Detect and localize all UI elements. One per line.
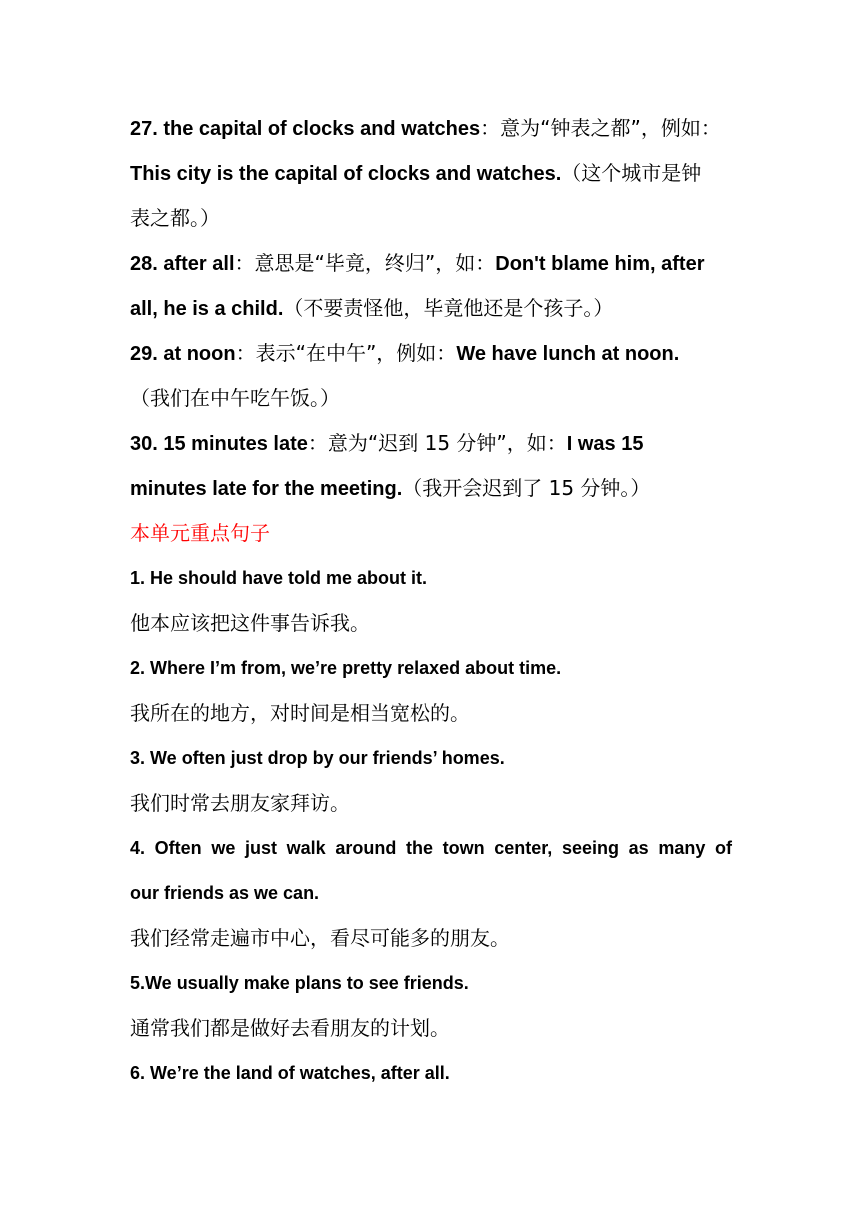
phrase-27-translation-part-2: 表之都。） — [130, 206, 220, 230]
phrase-27-example: This city is the capital of clocks and watches. — [130, 163, 562, 185]
phrase-27-term: 27. the capital of clocks and watches — [130, 118, 481, 140]
phrase-30-example-part-1: I was 15 — [566, 433, 644, 455]
phrase-30-example-part-2: minutes late for the meeting. — [130, 478, 403, 500]
sentence-6-english: 6. We’re the land of watches, after all. — [130, 1063, 450, 1083]
phrase-29-example: We have lunch at noon. — [456, 343, 680, 365]
sentence-4-english-line-1: 4. Often we just walk around the town center, seeing as many of — [130, 838, 732, 858]
phrase-27-translation-part-1: （这个城市是钟 — [561, 161, 702, 185]
phrase-28-example-part-2: all, he is a child. — [130, 298, 284, 320]
phrase-28-example-part-1: Don't blame him, after — [495, 253, 705, 275]
phrase-28-meaning: 意思是“毕竟，终归”，如： — [254, 251, 496, 275]
phrase-29-line-1 — [130, 331, 732, 376]
phrase-30-line-2 — [130, 466, 732, 511]
sentence-5-english: 5.We usually make plans to see friends. — [130, 973, 469, 993]
phrase-30-term: 30. 15 minutes late — [130, 433, 308, 455]
phrase-29-colon: ： — [235, 341, 256, 365]
document-page — [130, 106, 732, 1096]
phrase-30-translation: （我开会迟到了 15 分钟。） — [402, 476, 651, 500]
phrase-28-translation: （不要责怪他，毕竟他还是个孩子。） — [283, 296, 614, 320]
phrase-30-line-1 — [130, 421, 732, 466]
phrase-30-meaning: 意为“迟到 15 分钟”，如： — [327, 431, 567, 455]
phrase-29-line-2 — [130, 376, 732, 421]
sentence-4-chinese: 我们经常走遍市中心，看尽可能多的朋友。 — [130, 926, 510, 950]
phrase-29-term: 29. at noon — [130, 343, 236, 365]
sentence-4-english-line-2: our friends as we can. — [130, 883, 320, 903]
phrase-27-line-2 — [130, 151, 732, 196]
sentence-2-chinese: 我所在的地方，对时间是相当宽松的。 — [130, 701, 470, 725]
phrase-28-term: 28. after all — [130, 253, 235, 275]
sentence-3-english: 3. We often just drop by our friends’ homes. — [130, 748, 505, 768]
phrase-29-translation: （我们在中午吃午饭。） — [130, 386, 340, 410]
sentence-3-chinese: 我们时常去朋友家拜访。 — [130, 791, 350, 815]
sentence-1-chinese: 他本应该把这件事告诉我。 — [130, 611, 370, 635]
phrase-30-colon: ： — [307, 431, 328, 455]
phrase-28-colon: ： — [234, 251, 255, 275]
sentence-5-chinese: 通常我们都是做好去看朋友的计划。 — [130, 1016, 450, 1040]
phrase-27-meaning: 意为“钟表之都”，例如： — [500, 116, 721, 140]
phrase-28-line-1 — [130, 241, 732, 286]
phrase-27-line-3 — [130, 196, 732, 241]
sentence-2-english: 2. Where I’m from, we’re pretty relaxed about time. — [130, 658, 562, 678]
phrase-29-meaning: 表示“在中午”，例如： — [255, 341, 457, 365]
sentence-1-english: 1. He should have told me about it. — [130, 568, 428, 588]
section-heading-key-sentences: 本单元重点句子 — [130, 521, 270, 545]
phrase-28-line-2 — [130, 286, 732, 331]
phrase-27-colon: ： — [480, 116, 501, 140]
phrase-27-line-1 — [130, 106, 732, 151]
